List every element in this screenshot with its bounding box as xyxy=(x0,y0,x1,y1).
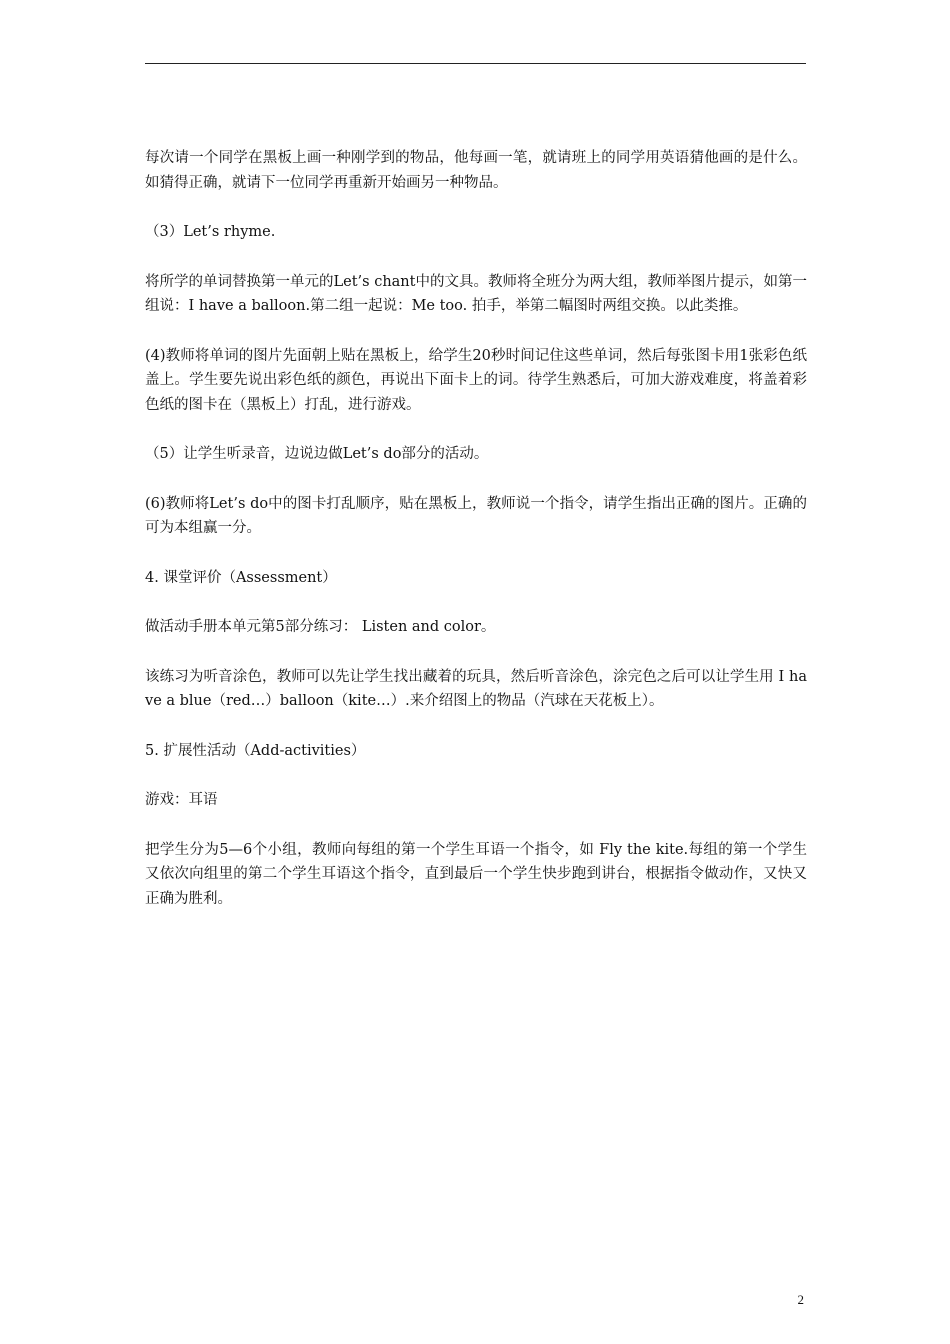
header-rule xyxy=(145,63,806,64)
page-number: 2 xyxy=(797,1292,804,1307)
paragraph-step-5: （5）让学生听录音，边说边做Let’s do部分的活动。 xyxy=(145,446,489,462)
paragraph-lets-rhyme: 将所学的单词替换第一单元的Let’s chant中的文具。教师将全班分为两大组，教师举图片提示，如第一组说：I have a balloon.第二组一起说：Me too. 拍手，举第二幅图时两组交换。以此类推。 xyxy=(145,273,807,314)
body-text xyxy=(145,146,807,936)
paragraph-whisper-game: 把学生分为5—6个小组，教师向每组的第一个学生耳语一个指令，如 Fly the kite.每组的第一个学生又依次向组里的第二个学生耳语这个指令，直到最后一个学生快步跑到讲台，根据指令做动作，又快又正确为胜利。 xyxy=(145,841,807,907)
paragraph-step-6: (6)教师将Let’s do中的图卡打乱顺序，贴在黑板上，教师说一个指令，请学生指出正确的图片。正确的可为本组赢一分。 xyxy=(145,495,807,536)
section-heading-add-activities: 5. 扩展性活动（Add-activities） xyxy=(145,742,366,759)
paragraph-listen-color: 该练习为听音涂色，教师可以先让学生找出藏着的玩具，然后听音涂色，涂完色之后可以让学生用 I have a blue（red…）balloon（kite…）.来介绍图上的物品（汽球在天花板上）。 xyxy=(145,668,807,709)
paragraph-drawing-game: 每次请一个同学在黑板上画一种刚学到的物品，他每画一笔，就请班上的同学用英语猜他画的是什么。如猜得正确，就请下一位同学再重新开始画另一种物品。 xyxy=(145,150,807,191)
section-heading-assessment: 4. 课堂评价（Assessment） xyxy=(145,569,337,586)
paragraph-whisper-game-title: 游戏：耳语 xyxy=(145,792,218,808)
paragraph-activity-book: 做活动手册本单元第5部分练习： Listen and color。 xyxy=(145,619,496,635)
paragraph-lets-rhyme-heading: （3）Let’s rhyme. xyxy=(145,224,276,240)
paragraph-step-4: (4)教师将单词的图片先面朝上贴在黑板上，给学生20秒时间记住这些单词，然后每张图卡用1张彩色纸盖上。学生要先说出彩色纸的颜色，再说出下面卡上的词。待学生熟悉后，可加大游戏难度，将盖着彩色纸的图卡在（黑板上）打乱，进行游戏。 xyxy=(145,347,807,413)
